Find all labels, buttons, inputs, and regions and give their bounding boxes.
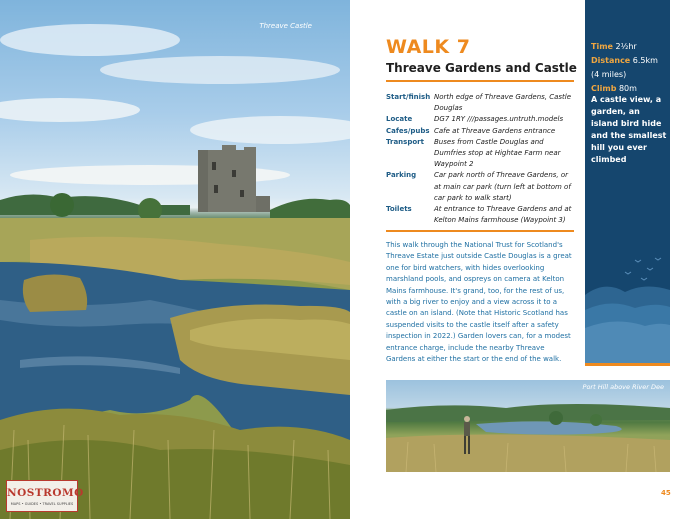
detail-row <box>386 170 576 204</box>
sidebar-accent-bar <box>585 363 670 366</box>
detail-label: Parking <box>386 171 417 180</box>
walk-title: WALK 7 <box>386 36 471 58</box>
detail-value: Buses from Castle Douglas and Dumfries stop at Hightae Farm near Waypoint 2 <box>434 137 561 169</box>
detail-label: Transport <box>386 137 424 146</box>
detail-row <box>386 92 576 114</box>
detail-value: DG7 1RY ///passages.untruth.models <box>434 115 564 124</box>
detail-row <box>386 126 576 137</box>
detail-label: Locate <box>386 115 413 124</box>
stat-distance-miles: (4 miles) <box>591 70 627 79</box>
walk-details <box>386 92 576 226</box>
detail-row <box>386 204 576 226</box>
publisher-logo <box>6 480 84 512</box>
detail-value: North edge of Threave Gardens, Castle Douglas <box>434 93 572 113</box>
walk-summary: A castle view, a garden, an island bird hide and the smallest hill you ever climbed <box>591 95 667 164</box>
detail-label: Cafes/pubs <box>386 126 430 135</box>
walk-subtitle: Threave Gardens and Castle <box>386 61 577 75</box>
detail-row <box>386 137 576 171</box>
photo-caption: Port Hill above River Dee <box>582 383 664 391</box>
photo-caption: Threave Castle <box>259 22 312 30</box>
hills-birds-illustration <box>585 250 670 365</box>
stat-climb: Climb 80m <box>591 84 637 93</box>
detail-value: Cafe at Threave Gardens entrance <box>434 126 556 135</box>
port-hill-scene-illustration <box>386 380 670 472</box>
stat-distance: Distance 6.5km <box>591 56 658 65</box>
detail-label: Start/finish <box>386 93 431 101</box>
page-number: 45 <box>661 489 671 497</box>
detail-value: At entrance to Threave Gardens and at Kelton Mains farmhouse (Waypoint 3) <box>434 205 572 225</box>
logo-name: NOSTROMO <box>7 487 84 499</box>
logo-tagline: MAPS • GUIDES • TRAVEL SUPPLIES <box>10 502 74 506</box>
walk-stats <box>591 40 667 96</box>
walk-summary-sidebar <box>585 0 670 365</box>
stat-time: Time 2½hr <box>591 42 637 51</box>
port-hill-photo <box>386 380 670 472</box>
detail-value: Car park north of Threave Gardens, or at main car park (turn left at bottom of car park to walk start) <box>434 171 571 202</box>
intro-paragraph: This walk through the National Trust for Scotland's Threave Estate just outside Castle Douglas is a great one for bird watchers, with hides overlooking marshland pools, and ospreys on camera at Kelton Mains farmhouse. It's grand, too, for the rest of us, with a big river to enjoy and a view across it to a castle on an island. (Note that Historic Scotland has suspended visits to the castle itself after a safety inspection in 2022.) Garden lovers can, for a modest entrance charge, include the nearby Threave Gardens at either the start or the end of the walk. <box>386 241 572 364</box>
title-rule <box>386 80 574 82</box>
details-rule <box>386 230 574 232</box>
detail-row <box>386 114 576 125</box>
detail-label: Toilets <box>386 205 412 214</box>
